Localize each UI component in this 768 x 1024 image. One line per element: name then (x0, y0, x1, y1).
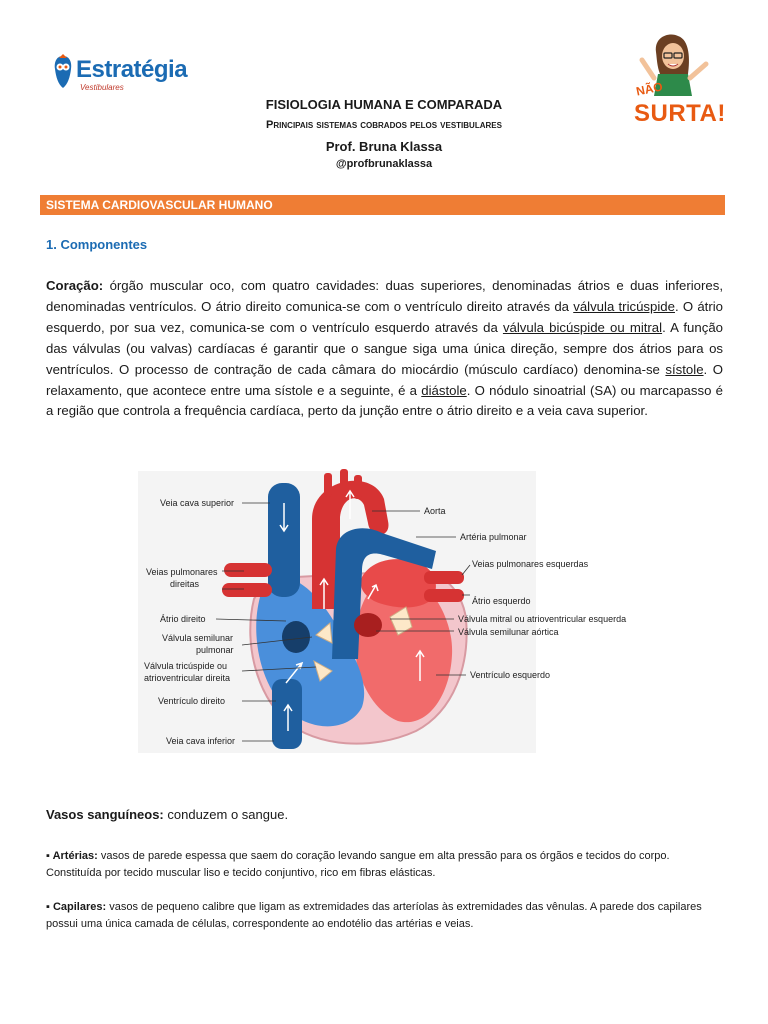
term-valvula-mitral: válvula bicúspide ou mitral (502, 319, 663, 335)
label-veia-cava-superior: Veia cava superior (160, 498, 235, 508)
bullet-term-capilares: Capilares: (52, 901, 107, 913)
paragraph-text-2: . O átrio esquerdo, por sua vez, comunica-se com o ventrículo esquerdo através da (46, 298, 724, 335)
term-diastole: diástole (421, 382, 467, 398)
vasos-text: conduzem o sangue. (163, 807, 289, 822)
author-name: Prof. Bruna Klassa (325, 139, 443, 154)
label-veias-pulmonares-direitas-2: direitas (170, 579, 200, 589)
list-item-capilares (46, 899, 723, 933)
estrategia-logo (52, 52, 212, 92)
sticker-word-surta: SURTA! (634, 100, 726, 127)
label-valvula-mitral: Válvula mitral ou atrioventricular esquerda (458, 614, 627, 624)
bullet-text-capilares: vasos de pequeno calibre que ligam as extremidades das arteríolas às extremidades das vênulas. A parede dos capilares possui uma única camada de células, correspondente ao endotélio das artérias e veias. (46, 901, 702, 930)
sticker-word-nao: NÃO (634, 79, 664, 99)
label-valvula-semilunar-aortica: Válvula semilunar aórtica (458, 627, 559, 637)
logo-subtitle: Vestibulares (80, 83, 124, 92)
coracao-paragraph (46, 276, 723, 422)
label-arteria-pulmonar: Artéria pulmonar (460, 532, 527, 542)
heart-diagram-svg (136, 459, 636, 764)
vasos-line (46, 807, 288, 822)
document-subtitle: Principais sistemas cobrados pelos vestibulares (266, 119, 502, 131)
label-veias-pulmonares-direitas-1: Veias pulmonares (146, 567, 218, 577)
bullet-marker: ▪ (46, 850, 50, 862)
logo-brand-text: Estratégia (76, 56, 188, 83)
label-atrio-direito: Átrio direito (160, 614, 206, 624)
section-title-bar: SISTEMA CARDIOVASCULAR HUMANO (40, 195, 725, 215)
bullet-term-arterias: Artérias: (52, 850, 98, 862)
label-valvula-semilunar-pulmonar-1: Válvula semilunar (162, 633, 234, 643)
owl-logo-icon (52, 54, 74, 90)
term-valvula-tricuspide: válvula tricúspide (573, 298, 675, 314)
paragraph-text-4: . O relaxamento, que acontece entre uma sístole e a seguinte, é a (46, 361, 723, 398)
heart-diagram (136, 459, 636, 764)
author-handle: @profbrunaklassa (335, 158, 433, 170)
paragraph-text-3: . A função das válvulas (ou valvas) cardíacas é garantir que o sangue siga uma única direção, sempre dos átrios para os ventrículos. O processo de contração de cada câmara do miocárdio (músculo cardíaco) denomina-se (46, 319, 723, 377)
label-atrio-esquerdo: Átrio esquerdo (472, 596, 531, 606)
document-title: FISIOLOGIA HUMANA E COMPARADA (265, 97, 503, 112)
nao-surta-sticker (630, 30, 726, 130)
label-aorta: Aorta (424, 506, 446, 516)
term-sistole: sístole (665, 361, 704, 377)
label-ventriculo-direito: Ventrículo direito (158, 696, 226, 706)
paragraph-text-5: . O nódulo sinoatrial (SA) ou marcapasso é a região que controla a frequência cardíaca, perto da junção entre o átrio direito e a veia cava superior. (46, 382, 724, 419)
label-ventriculo-esquerdo: Ventrículo esquerdo (470, 670, 551, 680)
bullet-marker: ▪ (46, 901, 50, 913)
bullet-text-arterias: vasos de parede espessa que saem do coração levando sangue em alta pressão para os órgãos e tecidos do corpo. Constituída por tecido muscular liso e tecido conjuntivo, rico em fibras elásticas. (46, 850, 670, 879)
label-valvula-tricuspide-1: Válvula tricúspide ou (144, 661, 228, 671)
coracao-term: Coração: (46, 278, 104, 293)
paragraph-text-1: órgão muscular oco, com quatro cavidades: duas superiores, denominadas átrios e duas inferiores, denominadas ventrículos. O átrio direito comunica-se com o ventrículo direito através da (46, 278, 723, 314)
label-valvula-semilunar-pulmonar-2: pulmonar (196, 645, 234, 655)
label-veia-cava-inferior: Veia cava inferior (166, 736, 236, 746)
subheading-componentes: 1. Componentes (46, 237, 148, 252)
label-veias-pulmonares-esquerdas: Veias pulmonares esquerdas (472, 559, 589, 569)
list-item-arterias (46, 848, 723, 882)
label-valvula-tricuspide-2: atrioventricular direita (144, 673, 231, 683)
vasos-term: Vasos sanguíneos: (46, 807, 164, 822)
